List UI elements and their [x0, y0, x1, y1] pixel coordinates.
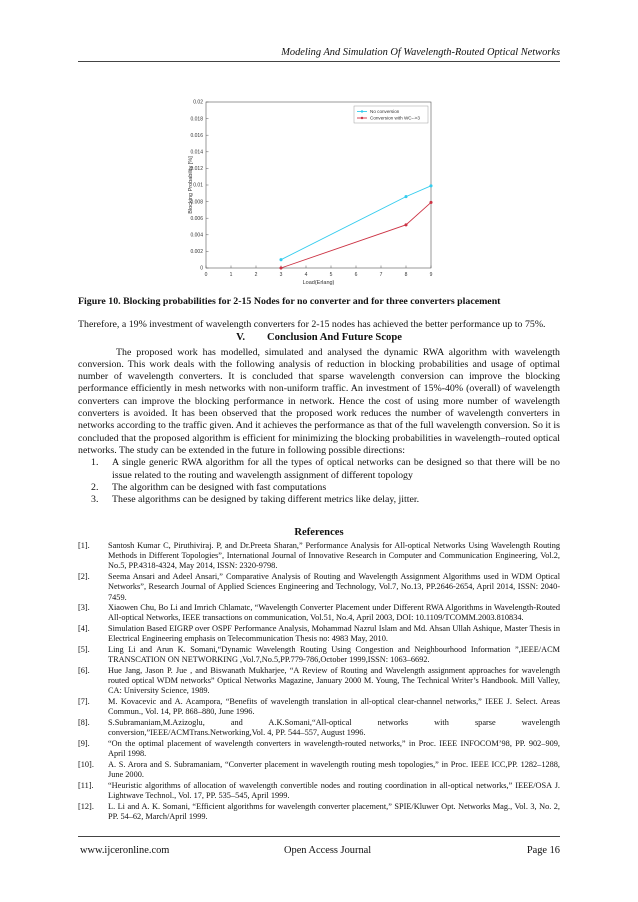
y-tick-label: 0.014: [190, 149, 203, 156]
references-list: [78, 541, 560, 822]
x-axis-label: Load(Erlang): [302, 280, 335, 286]
future-directions-list: [78, 457, 560, 506]
data-point: [430, 201, 433, 204]
reference-item: [10]. A. S. Arora and S. Subramaniam, “Converter placement in wavelength routing mesh topologies,” in Proc. IEEE ICC,PP. 1282–1288, June 2000.: [78, 759, 560, 779]
body-text: [78, 307, 560, 506]
x-tick-label: 1: [229, 272, 233, 278]
legend-label: Conversion with WC-->3: [370, 115, 420, 121]
data-point: [280, 258, 283, 261]
x-tick-label: 0: [204, 272, 208, 278]
legend-marker: [361, 117, 363, 119]
x-tick-label: 8: [404, 272, 408, 278]
figure-caption: Figure 10. Blocking probabilities for 2-15 Nodes for no converter and for three converters placement: [78, 296, 501, 307]
page-footer: [78, 845, 560, 859]
y-tick-label: 0.02: [193, 99, 203, 106]
footer-divider: [78, 836, 560, 837]
reference-item: [12]. L. Li and A. K. Somani, “Efficient algorithms for wavelength converter placement,” SPIE/Kluwer Opt. Networks Mag., Vol. 3, No. 2, PP. 54–62, March/April 1999.: [78, 801, 560, 821]
reference-item: [4]. Simulation Based EIGRP over OSPF Performance Analysis, Mohammad Nazrul Islam and Md. Ahsan Ullah Ashique, Master Thesis in Electrical Engineering emphasis on Telecommunication Thesis no: 4983 May, 2010.: [78, 624, 560, 644]
y-tick-label: 0.004: [190, 232, 203, 239]
reference-item: [11]. “Heuristic algorithms of allocation of wavelength convertible nodes and routing coordination in all-optical networks,” IEEE/OSA J. Lightwave Technol., Vol. 17, PP. 535–545, April 1999.: [78, 780, 560, 800]
x-tick-label: 6: [354, 272, 358, 278]
y-tick-label: 0.018: [190, 116, 203, 123]
y-tick-label: 0.006: [190, 215, 203, 222]
journal-type: Open Access Journal: [284, 845, 372, 856]
x-tick-label: 5: [329, 272, 333, 278]
y-tick-label: 0.016: [190, 132, 203, 139]
conclusion-paragraph: The proposed work has modelled, simulated and analysed the dynamic RWA algorithm with wavelength conversion. This work deals with the following analysis of reduction in blocking probabilities and usage of optimal number of wavelength converters. It is concluded that sparse wavelength conversion can improve the blocking performance efficiently in mesh networks with non-uniform traffic. An investment of 15%-40% (overall) of wavelength converters can improve the blocking performance in network. Hence the cost of using more number of wavelength converters is avoided. It has been observed that the proposed work reduces the number of wavelength converters in networks according to the traffic given. And it achieves the performance as that of the full wavelength conversion. So it is concluded that the proposed algorithm is efficient for minimizing the blocking probabilities in wavelength–routed optical networks. The study can be extended in the future in following possible directions:: [78, 346, 560, 456]
reference-item: [5]. Ling Li and Arun K. Somani,“Dynamic Wavelength Routing Using Congestion and Neighbourhood Information ”,IEEE/ACM TRANSCATION ON NETWORKING ,Vol.7,No.5,PP.779-786,October 1999,ISSN: 1063–6692.: [78, 645, 560, 665]
data-point: [405, 223, 408, 226]
y-tick-label: 0.008: [190, 199, 203, 206]
blocking-probability-chart: [186, 96, 438, 294]
y-axis-label: Blocking Probability [%]: [188, 156, 194, 214]
legend-marker: [361, 110, 363, 112]
running-header: Modeling And Simulation Of Wavelength-Routed Optical Networks: [281, 47, 560, 58]
reference-item: [9]. “On the optimal placement of wavelength converters in wavelength-routed networks,” in Proc. IEEE INFOCOM’98, PP. 902–909, April 1998.: [78, 738, 560, 759]
x-tick-label: 2: [254, 272, 258, 278]
section-title: Conclusion And Future Scope: [267, 332, 402, 344]
list-item: 3. These algorithms can be designed by taking different metrics like delay, jitter.: [91, 494, 420, 506]
x-tick-label: 4: [304, 272, 308, 278]
reference-item: [6]. Hue Jang, Jason P. Jue , and Biswanath Mukharjee, “A Review of Routing and Wavelength assignment approaches for wavelength routed optical WDM networks” Optical Networks Magazine, January 2000 M. Young, The Technical Writer’s Handbook. Mill Valley, CA: University Science, 1989.: [78, 665, 560, 696]
x-tick-label: 9: [429, 272, 433, 278]
reference-item: [2]. Seema Ansari and Adeel Ansari,” Comparative Analysis of Routing and Wavelength Assignment Algorithms used in WDM Optical Networks”, Research Journal of Applied Sciences Engineering and Technology, Vol.7, No.13, PP.2646-2654, April 2014, ISSN: 2040-7459.: [78, 572, 560, 602]
y-tick-label: 0.002: [190, 249, 203, 256]
reference-item: [3]. Xiaowen Chu, Bo Li and Imrich Chlamatc, “Wavelength Converter Placement under Different RWA Algorithms in Wavelength-Routed All-optical Networks, IEEE transactions on communication, Vol.51, No.4, April 2003, DOI: 10.1109/TCOMM.2003.810834.: [78, 603, 560, 623]
list-item: 2. The algorithm can be designed with fast computations: [91, 481, 327, 493]
reference-item: [1]. Santosh Kumar C, Piruthiviraj. P, and Dr.Preeta Sharan,” Performance Analysis for All-optical Networks Using Wavelength Routing Methods in Different Topologies”, International Journal of Innovative Research in Computer and Communication Engineering, Vol.2, No.5, PP.4318-4324, May 2014, ISSN: 2320-9798.: [78, 541, 560, 571]
plot-area: [206, 102, 431, 268]
x-tick-label: 7: [379, 272, 383, 278]
data-point: [405, 195, 408, 198]
x-tick-label: 3: [279, 272, 283, 278]
y-tick-label: 0.01: [193, 182, 203, 189]
intro-paragraph: Therefore, a 19% investment of wavelength converters for 2-15 nodes has achieved the better performance up to 75%.: [78, 319, 546, 330]
header-divider: [78, 61, 560, 62]
references-heading: References: [294, 527, 344, 538]
section-number: V.: [236, 332, 246, 344]
y-tick-label: 0: [200, 265, 203, 272]
journal-website-link[interactable]: www.ijceronline.com: [80, 845, 170, 856]
legend-label: No conversion: [370, 109, 400, 115]
reference-item: [7]. M. Kovacevic and A. Acampora, “Benefits of wavelength translation in all-optical clear-channel networks,” IEEE J. Select. Areas Commun., Vol. 14, PP. 868–880, June 1996.: [78, 697, 560, 717]
data-point: [430, 184, 433, 187]
y-tick-label: 0.012: [190, 166, 203, 173]
list-item: 1. A single generic RWA algorithm for all the types of optical networks can be designed so that there will be no issue related to the routing and wavelength assignment of different topology: [91, 457, 560, 481]
section-heading: [78, 332, 560, 344]
page-number: Page 16: [526, 845, 560, 856]
data-point: [280, 267, 283, 270]
reference-item: [8]. S.Subramaniam,M.Azizoglu, and A.K.Somani,“All-optical networks with sparse wavelength conversion,”IEEE/ACMTrans.Networking,Vol. 4, PP. 544–557, August 1996.: [78, 717, 560, 738]
